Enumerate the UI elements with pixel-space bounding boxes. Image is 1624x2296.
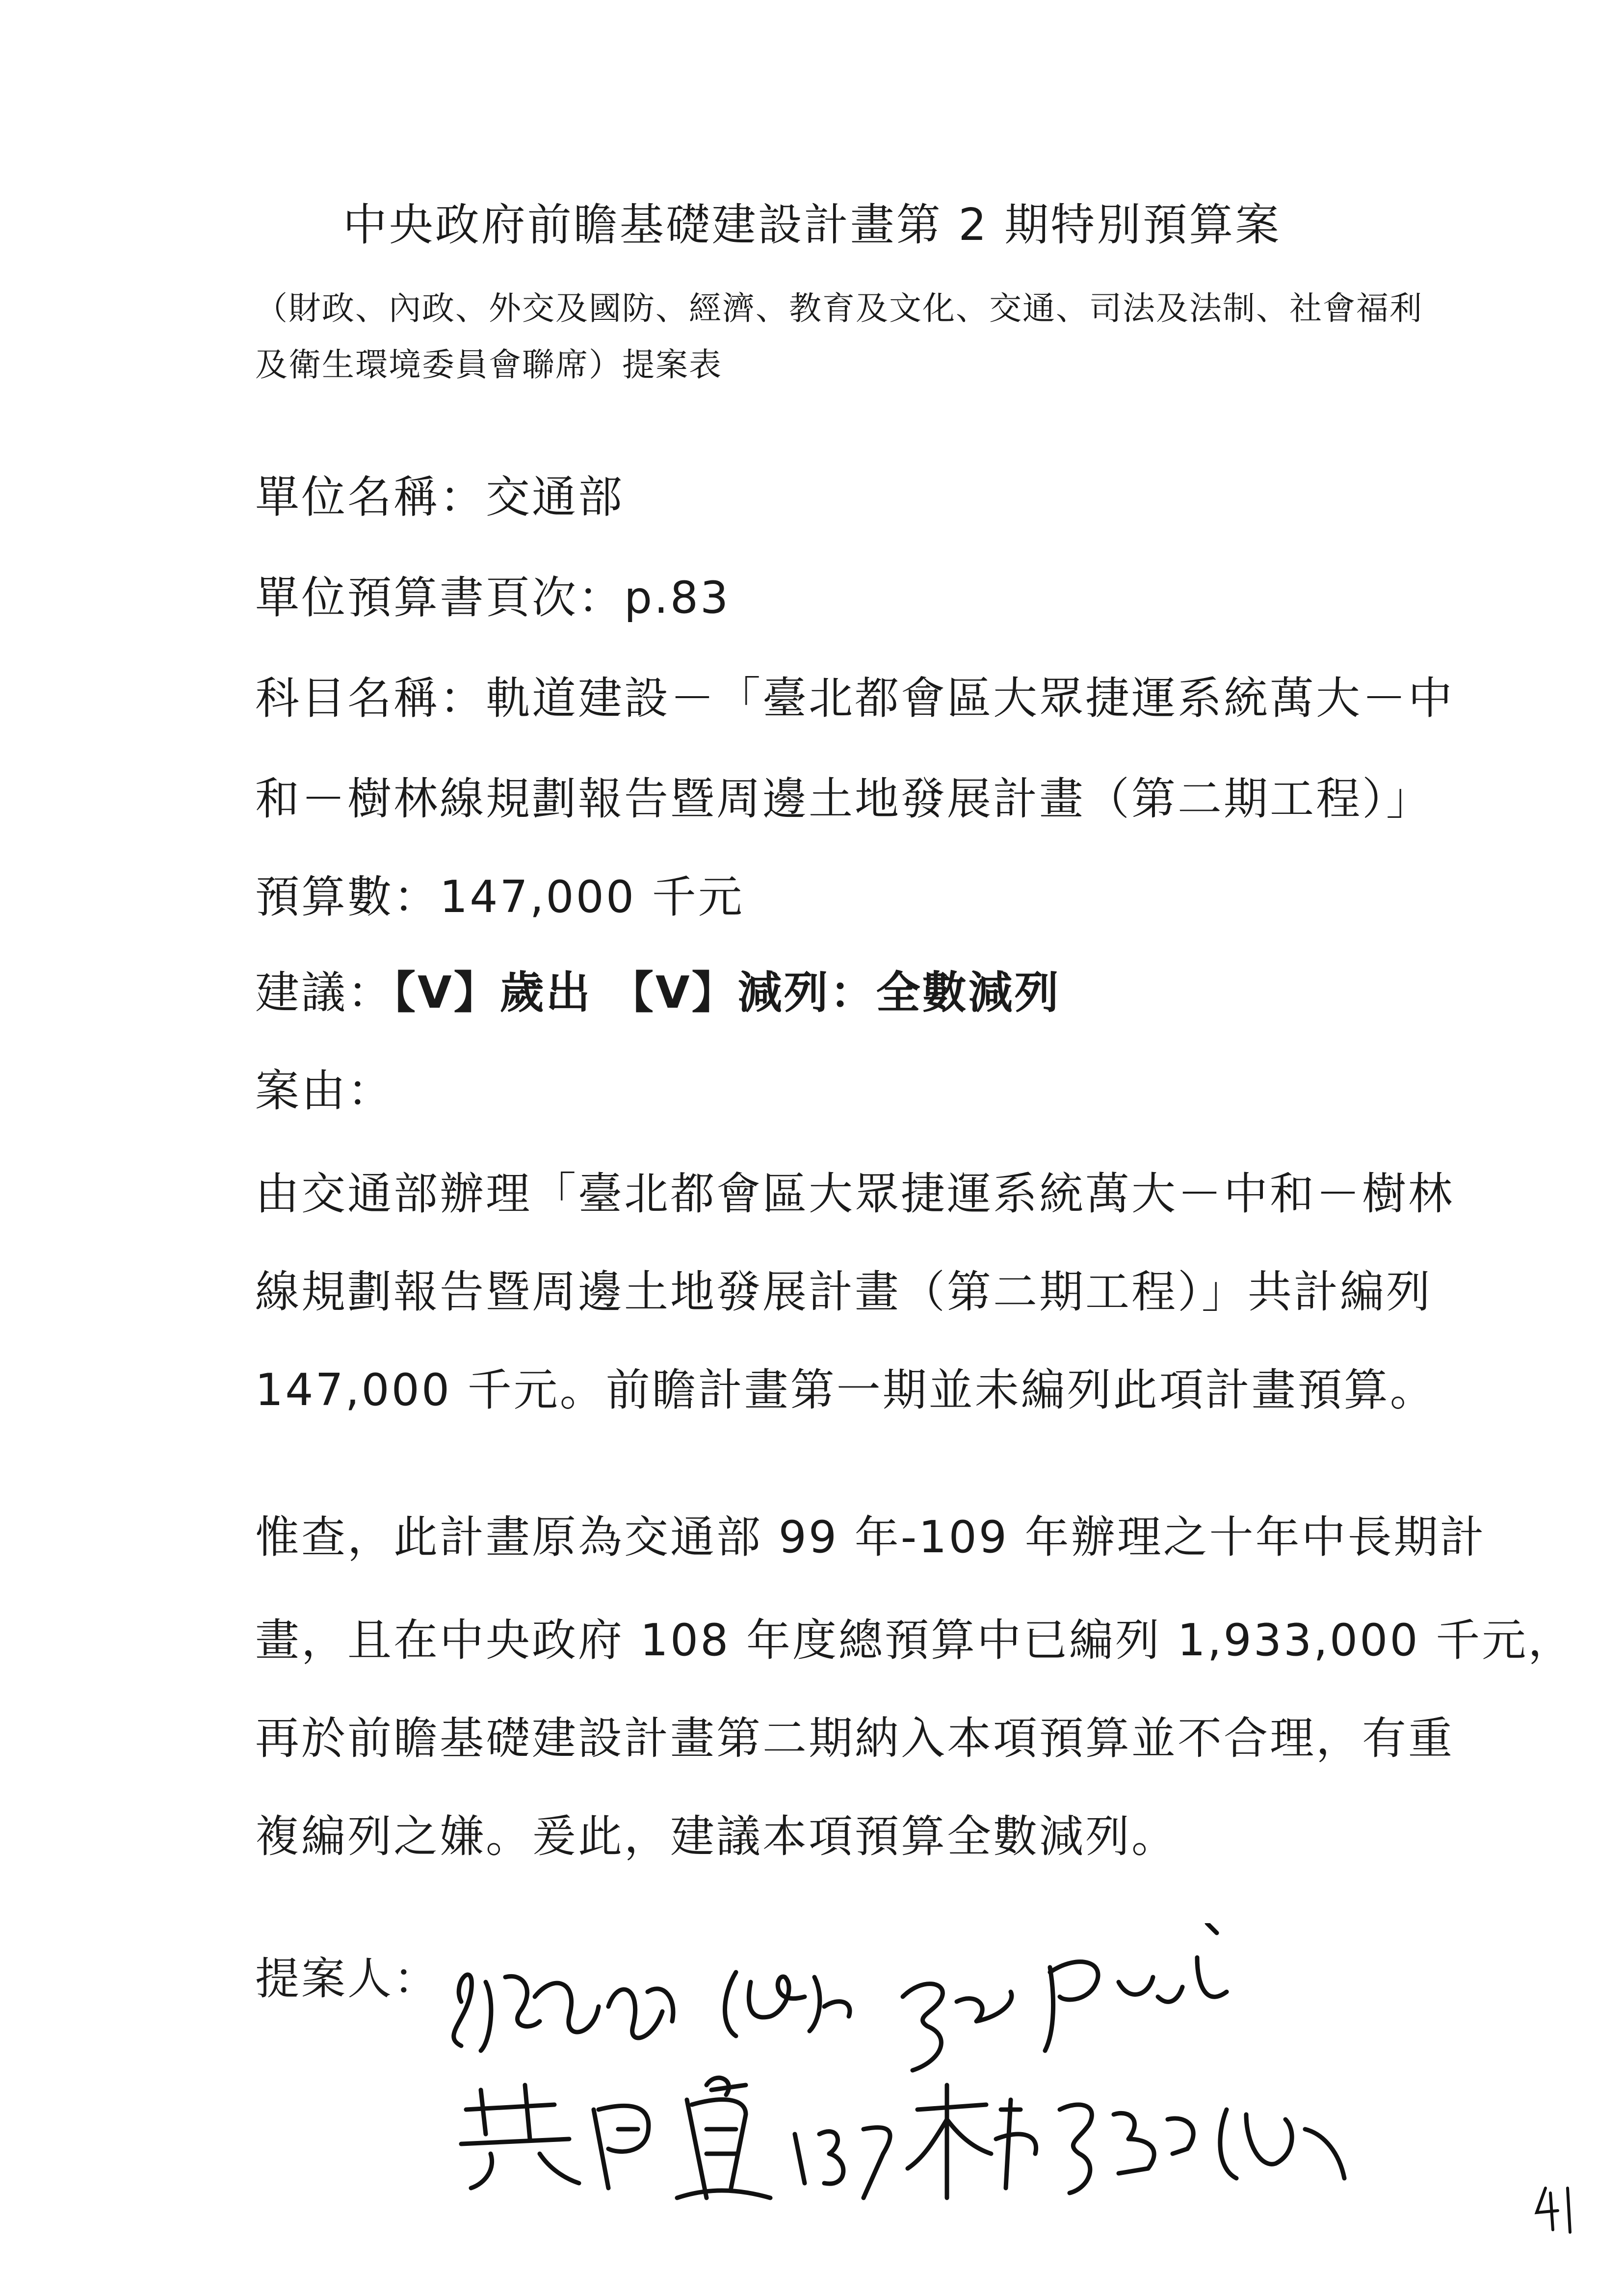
page-number-handwritten bbox=[1531, 2178, 1580, 2237]
budget-page: 單位預算書頁次：p.83 bbox=[255, 572, 731, 624]
subject-line-1: 科目名稱：軌道建設－「臺北都會區大眾捷運系統萬大－中 bbox=[255, 673, 1454, 724]
para2-line-3: 再於前瞻基礎建設計畫第二期納入本項預算並不合理，有重 bbox=[255, 1713, 1454, 1764]
reason-label: 案由： bbox=[255, 1065, 393, 1117]
para2-line-1: 惟查，此計畫原為交通部 99 年-109 年辦理之十年中長期計 bbox=[255, 1512, 1486, 1563]
subtitle-line-2: 及衛生環境委員會聯席）提案表 bbox=[255, 346, 722, 384]
suggestion-prefix: 建議： bbox=[255, 967, 393, 1018]
handwritten-signatures bbox=[432, 1923, 1472, 2237]
para2-line-4: 複編列之嫌。爰此，建議本項預算全數減列。 bbox=[255, 1811, 1178, 1862]
para1-line-3: 147,000 千元。前瞻計畫第一期並未編列此項計畫預算。 bbox=[255, 1364, 1436, 1416]
proposer-label: 提案人： bbox=[255, 1953, 440, 2005]
subject-line-2: 和－樹林線規劃報告暨周邊土地發展計畫（第二期工程）」 bbox=[255, 773, 1432, 825]
para2-line-2: 畫，且在中央政府 108 年度總預算中已編列 1,933,000 千元， bbox=[255, 1615, 1574, 1666]
unit-name: 單位名稱：交通部 bbox=[255, 471, 624, 523]
document-title: 中央政府前瞻基礎建設計畫第 2 期特別預算案 bbox=[342, 199, 1282, 251]
suggestion-value: 【V】歲出 【V】減列：全數減列 bbox=[393, 967, 1061, 1018]
para1-line-2: 線規劃報告暨周邊土地發展計畫（第二期工程）」共計編列 bbox=[255, 1266, 1432, 1318]
budget-amount: 預算數：147,000 千元 bbox=[255, 871, 744, 923]
suggestion bbox=[255, 957, 1061, 1020]
para1-line-1: 由交通部辦理「臺北都會區大眾捷運系統萬大－中和－樹林 bbox=[255, 1168, 1454, 1220]
subtitle-line-1: （財政、內政、外交及國防、經濟、教育及文化、交通、司法及法制、社會福利 bbox=[255, 289, 1423, 327]
